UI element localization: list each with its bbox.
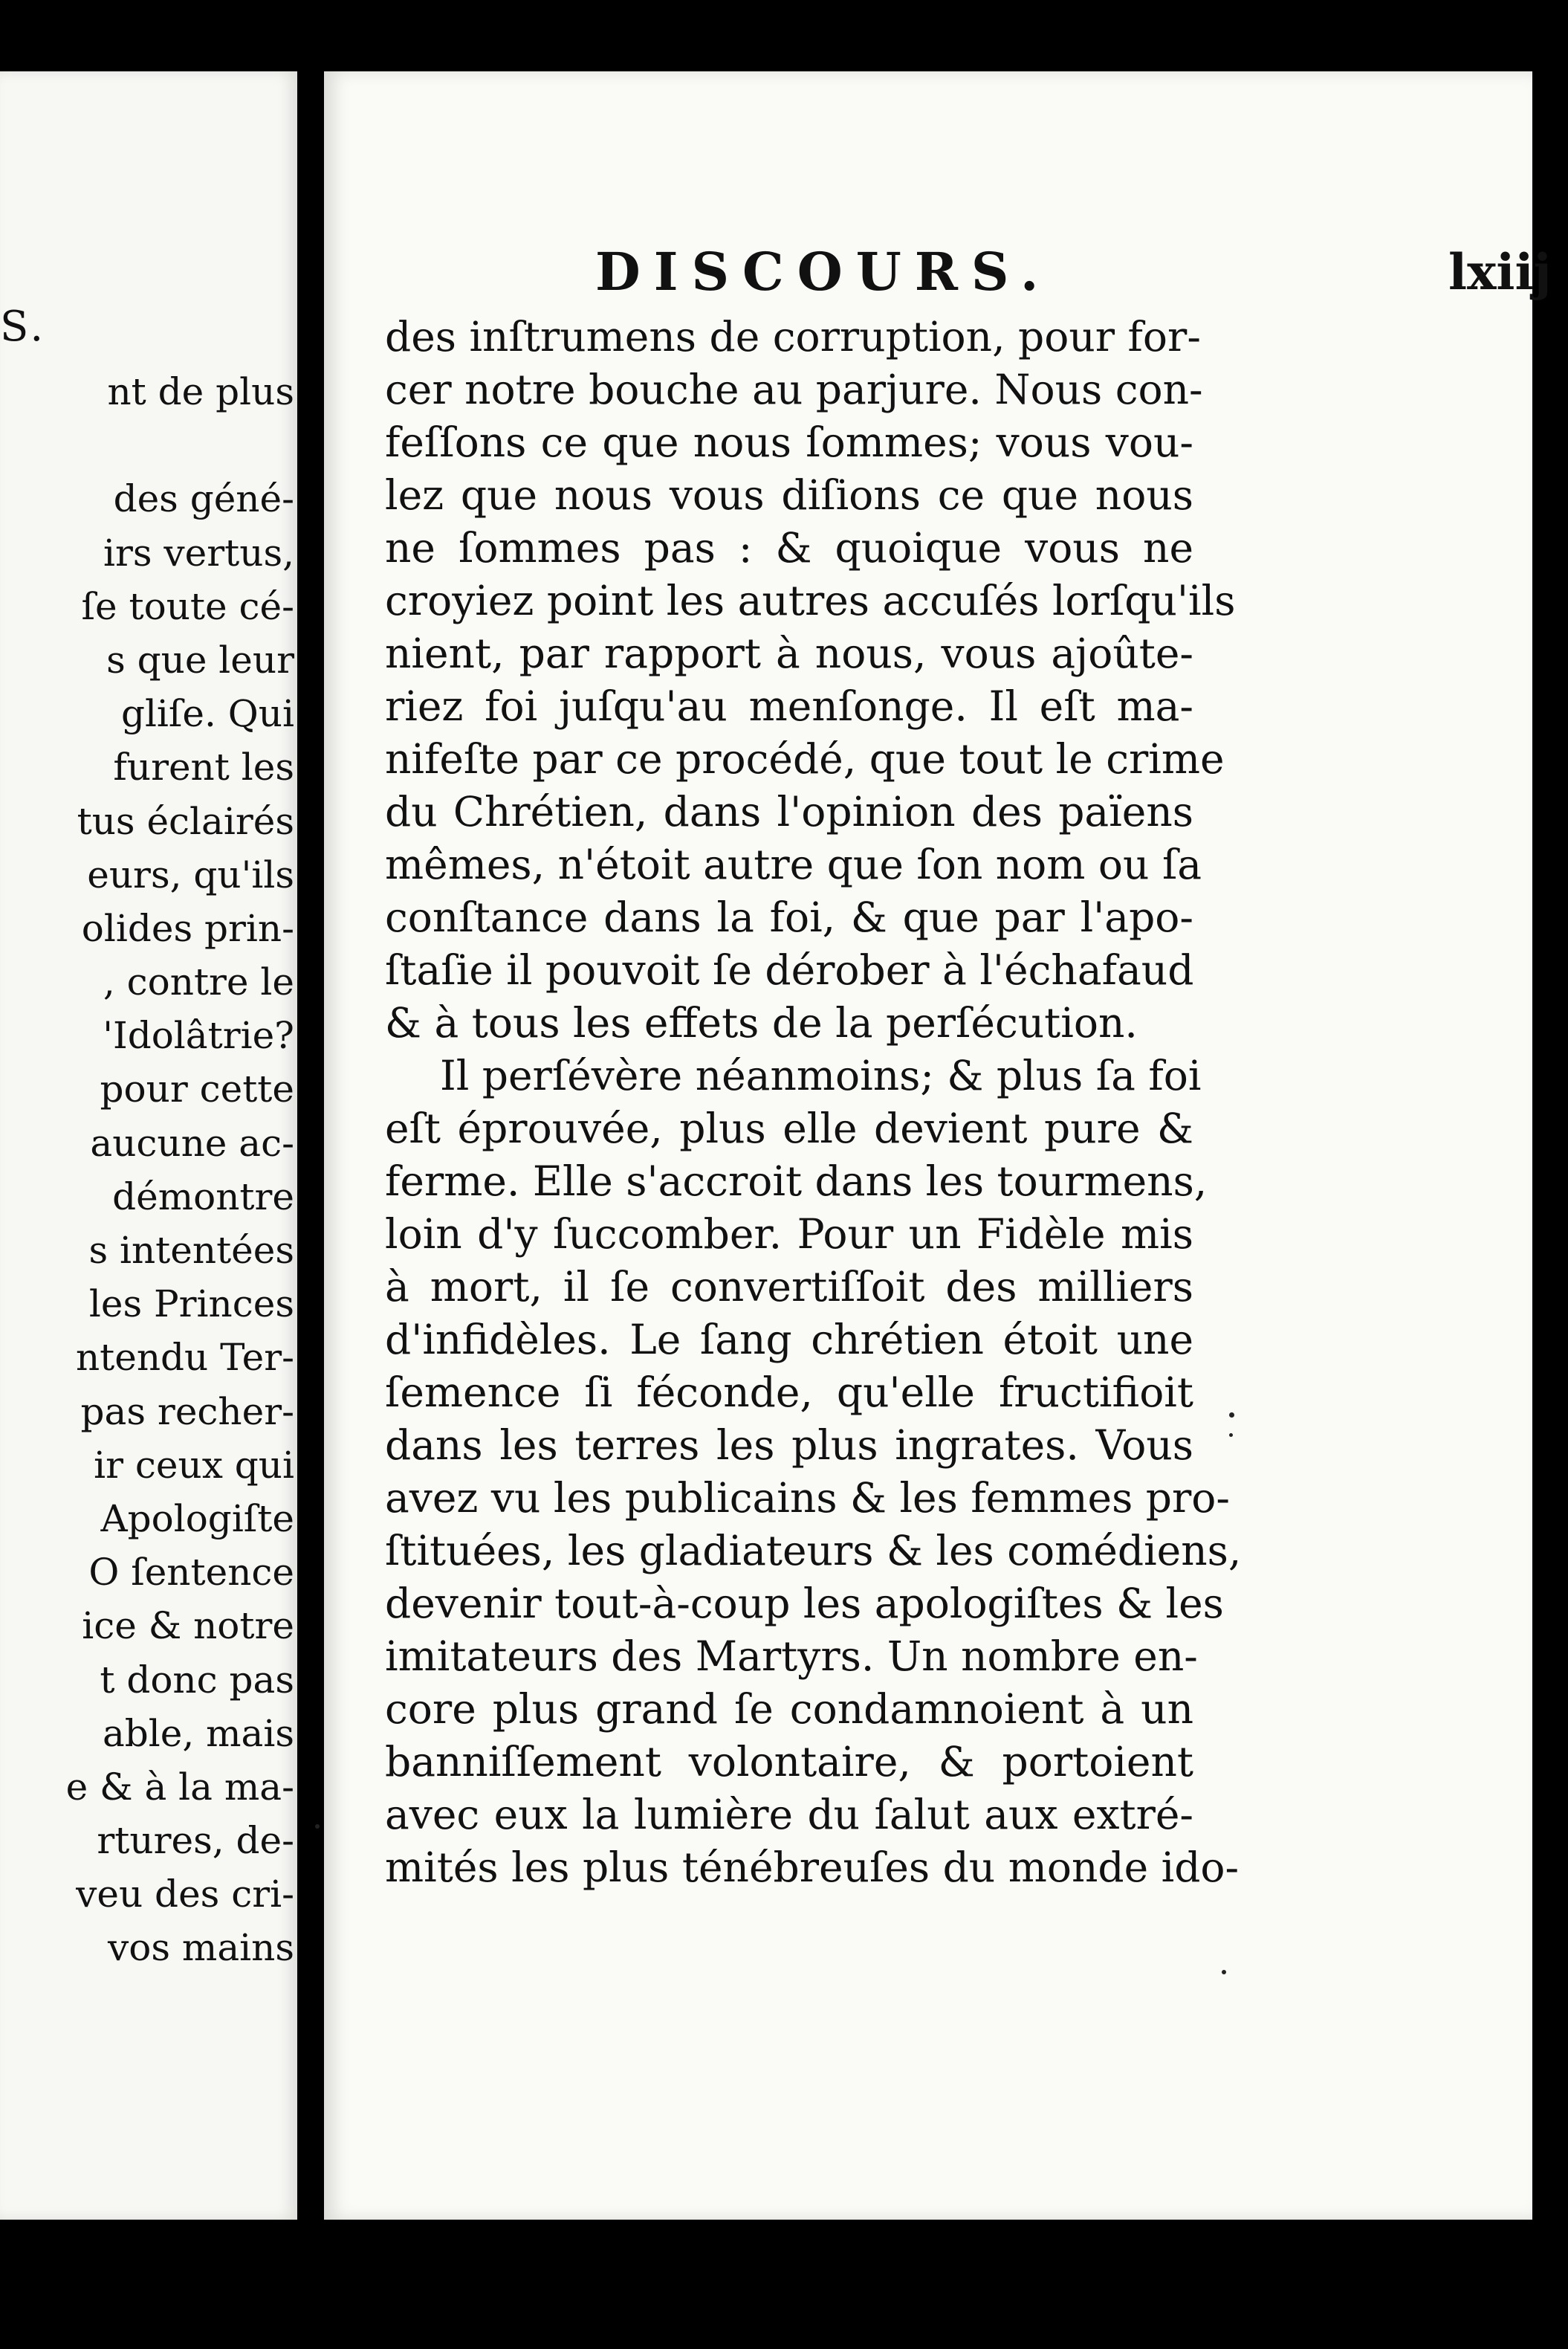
text-line: imitateurs des Martyrs. Un nombre en- (385, 1632, 1198, 1680)
left-line: des géné- (113, 477, 294, 521)
left-line: gliſe. Qui (120, 692, 294, 736)
left-line: furent les (113, 746, 294, 789)
text-line: conſtance dans la foi, & que par l'apo- (385, 894, 1193, 941)
left-line: s que leur (106, 638, 294, 682)
text-line: core plus grand ſe condamnoient à un (385, 1685, 1193, 1733)
text-line: du Chrétien, dans l'opinion des païens (385, 788, 1193, 836)
left-line: démontre (112, 1174, 294, 1218)
paper-speck (1222, 1970, 1226, 1974)
left-line: 'Idolâtrie? (103, 1014, 294, 1058)
text-line: eſt éprouvée, plus elle devient pure & (385, 1105, 1193, 1152)
left-line: ir ceux qui (94, 1443, 294, 1487)
text-line: ſtaſie il pouvoit ſe dérober à l'échafaud (385, 946, 1194, 994)
text-line: loin d'y ſuccomber. Pour un Fidèle mis (385, 1210, 1193, 1258)
left-line: Apologiſte (100, 1496, 294, 1540)
text-line: Il perſévère néanmoins; & plus ſa foi (440, 1052, 1202, 1099)
right-page (324, 71, 1552, 2220)
text-line: ferme. Elle s'accroit dans les tourmens, (385, 1157, 1208, 1205)
left-line: s intentées (88, 1229, 294, 1272)
paper-speck (1229, 1433, 1233, 1437)
left-line: t donc pas (100, 1658, 294, 1702)
left-line: pour cette (100, 1067, 294, 1111)
text-line: mités les plus ténébreuſes du monde ido- (385, 1844, 1240, 1891)
text-line: dans les terres les plus ingrates. Vous (385, 1421, 1193, 1469)
text-line: cer notre bouche au parjure. Nous con- (385, 366, 1203, 413)
text-line: ſtituées, les gladiateurs & les comédiens, (385, 1527, 1242, 1574)
left-line: O ſentence (88, 1551, 294, 1594)
text-line: ſemence ſi féconde, qu'elle fructifioit (385, 1369, 1193, 1416)
left-line: nt de plus (107, 370, 294, 413)
text-line: & à tous les effets de la perſécution. (385, 999, 1138, 1047)
left-line: irs vertus, (103, 531, 294, 575)
left-line: tus éclairés (77, 799, 294, 843)
text-line: à mort, il ſe convertiſſoit des milliers (385, 1263, 1193, 1311)
left-line: vos mains (108, 1926, 294, 1970)
text-line: avec eux la lumière du ſalut aux extré- (385, 1791, 1193, 1838)
left-line: rtures, de- (97, 1819, 294, 1863)
text-line: devenir tout-à-coup les apologiſtes & les (385, 1580, 1224, 1627)
left-line: eurs, qu'ils (87, 853, 294, 896)
running-title: DISCOURS. (595, 241, 1052, 303)
left-line: , contre le (103, 960, 294, 1004)
left-line: e & à la ma- (65, 1765, 294, 1809)
paper-speck (1229, 1412, 1234, 1418)
book-gutter (297, 71, 324, 2220)
running-head (595, 241, 1552, 303)
left-line: les Princes (88, 1282, 294, 1326)
left-line: veu des cri- (76, 1873, 294, 1916)
left-line (66, 419, 294, 472)
text-line: lez que nous vous diſions ce que nous (385, 471, 1193, 519)
text-line: des inſtrumens de corruption, pour for- (385, 313, 1201, 361)
text-line: riez foi juſqu'au menſonge. Il eſt ma- (385, 682, 1193, 730)
left-line: ntendu Ter- (75, 1336, 294, 1380)
left-line: pas recher- (80, 1389, 294, 1433)
text-line: feſſons ce que nous ſommes; vous vou- (385, 419, 1193, 466)
left-line: aucune ac- (90, 1121, 294, 1165)
text-line: mêmes, n'étoit autre que ſon nom ou ſa (385, 841, 1202, 888)
text-line: nifeſte par ce procédé, que tout le crime (385, 735, 1225, 783)
text-line: ne ſommes pas : & quoique vous ne (385, 524, 1193, 572)
left-line: ice & notre (82, 1604, 294, 1648)
text-line: avez vu les publicains & les femmes pro- (385, 1474, 1230, 1522)
text-line: nient, par rapport à nous, vous ajoûte- (385, 630, 1193, 677)
page-number: lxiij (1448, 243, 1552, 301)
left-line: olides prin- (81, 906, 294, 950)
body-text (385, 311, 1242, 1894)
paper-speck (315, 1824, 320, 1829)
text-line: banniſſement volontaire, & portoient (385, 1738, 1193, 1786)
text-line: croyiez point les autres accuſés lorſqu'ils (385, 577, 1236, 624)
left-page (0, 71, 297, 2220)
text-line: d'infidèles. Le ſang chrétien étoit une (385, 1316, 1193, 1363)
left-running-head: S. (0, 303, 47, 351)
left-page-text (0, 365, 294, 1975)
left-line: ſe toute cé- (81, 584, 294, 628)
left-line: able, mais (102, 1711, 294, 1755)
